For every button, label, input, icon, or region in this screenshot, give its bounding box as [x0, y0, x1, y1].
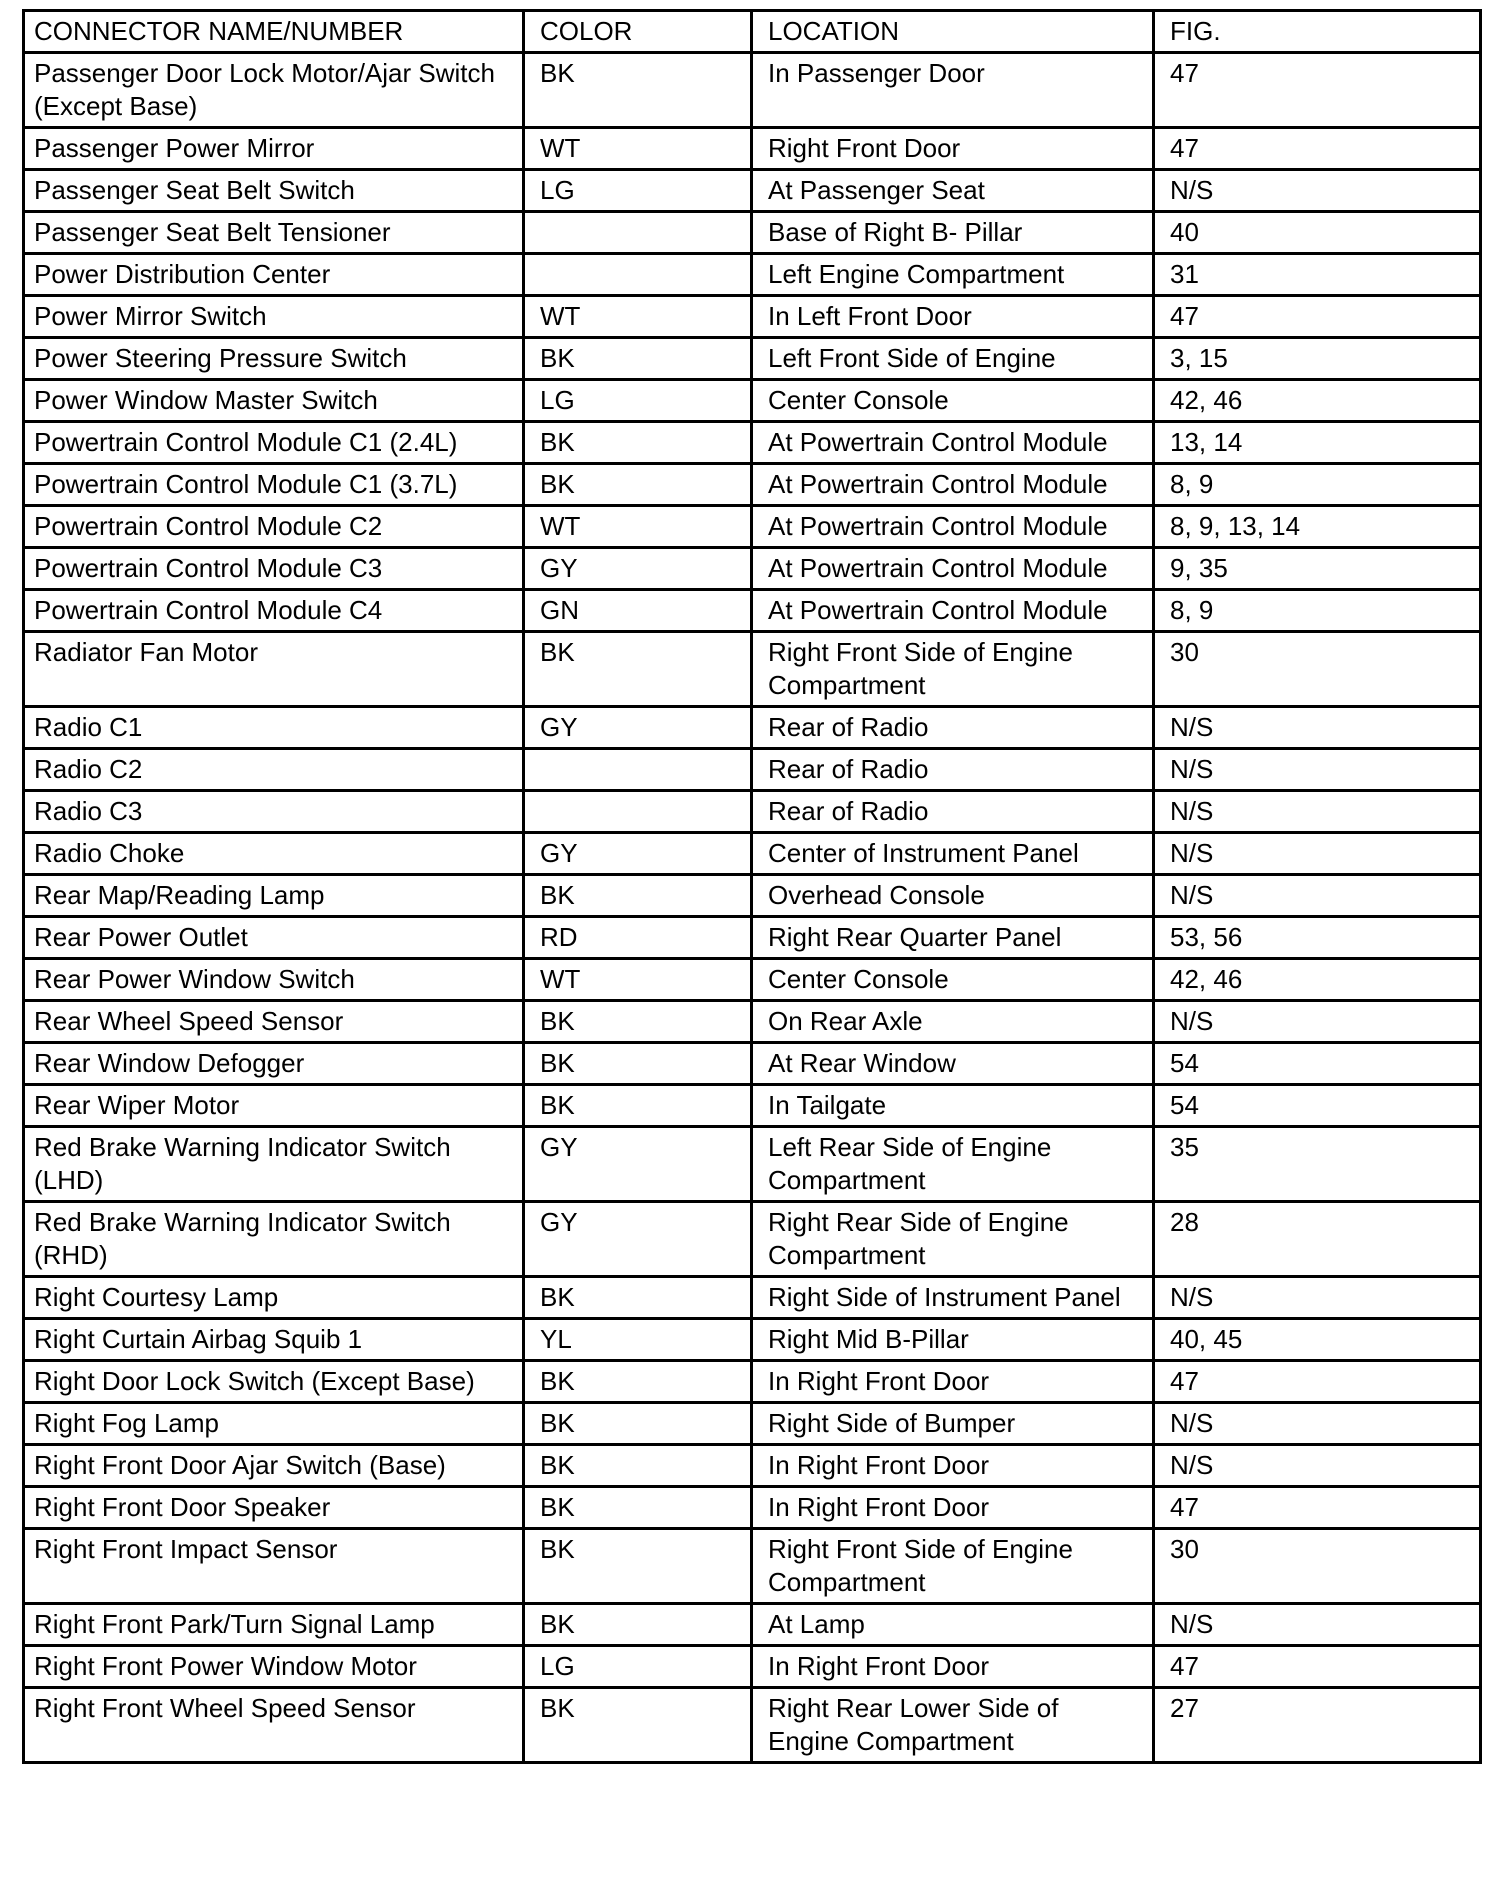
fig-cell: 40, 45: [1154, 1319, 1481, 1361]
location-cell: In Right Front Door: [752, 1361, 1154, 1403]
header-fig: FIG.: [1154, 11, 1481, 53]
color-cell: BK: [524, 338, 752, 380]
location-cell: Left Rear Side of Engine Compartment: [752, 1127, 1154, 1202]
table-row: [24, 212, 1481, 254]
color-cell: BK: [524, 1043, 752, 1085]
color-cell: LG: [524, 380, 752, 422]
fig-cell: N/S: [1154, 707, 1481, 749]
color-cell: BK: [524, 1487, 752, 1529]
color-cell: [524, 254, 752, 296]
table-row: [24, 833, 1481, 875]
location-cell: At Rear Window: [752, 1043, 1154, 1085]
fig-cell: N/S: [1154, 875, 1481, 917]
table-row: [24, 506, 1481, 548]
color-cell: [524, 212, 752, 254]
fig-cell: 53, 56: [1154, 917, 1481, 959]
location-cell: Right Rear Side of Engine Compartment: [752, 1202, 1154, 1277]
connector-name-cell: Radio C3: [24, 791, 524, 833]
location-cell: In Right Front Door: [752, 1646, 1154, 1688]
fig-cell: N/S: [1154, 170, 1481, 212]
connector-name-cell: Right Front Door Ajar Switch (Base): [24, 1445, 524, 1487]
location-cell: Right Front Side of Engine Compartment: [752, 1529, 1154, 1604]
color-cell: BK: [524, 1688, 752, 1763]
table-row: [24, 1646, 1481, 1688]
color-cell: WT: [524, 296, 752, 338]
color-cell: GN: [524, 590, 752, 632]
color-cell: GY: [524, 707, 752, 749]
color-cell: GY: [524, 833, 752, 875]
fig-cell: N/S: [1154, 1277, 1481, 1319]
connector-name-cell: Passenger Seat Belt Tensioner: [24, 212, 524, 254]
connector-name-cell: Radiator Fan Motor: [24, 632, 524, 707]
header-row: [24, 11, 1481, 53]
location-cell: At Powertrain Control Module: [752, 548, 1154, 590]
table-row: [24, 1688, 1481, 1763]
fig-cell: 54: [1154, 1085, 1481, 1127]
table-row: [24, 959, 1481, 1001]
table-row: [24, 875, 1481, 917]
fig-cell: 54: [1154, 1043, 1481, 1085]
table-row: [24, 548, 1481, 590]
connector-name-cell: Powertrain Control Module C1 (3.7L): [24, 464, 524, 506]
connector-name-cell: Rear Window Defogger: [24, 1043, 524, 1085]
fig-cell: 42, 46: [1154, 959, 1481, 1001]
location-cell: Left Engine Compartment: [752, 254, 1154, 296]
color-cell: BK: [524, 464, 752, 506]
table-row: [24, 1403, 1481, 1445]
location-cell: In Left Front Door: [752, 296, 1154, 338]
connector-name-cell: Right Fog Lamp: [24, 1403, 524, 1445]
connector-name-cell: Power Mirror Switch: [24, 296, 524, 338]
table-row: [24, 128, 1481, 170]
location-cell: Center Console: [752, 959, 1154, 1001]
fig-cell: 30: [1154, 1529, 1481, 1604]
table-body: [24, 53, 1481, 1763]
color-cell: LG: [524, 170, 752, 212]
fig-cell: 3, 15: [1154, 338, 1481, 380]
fig-cell: N/S: [1154, 749, 1481, 791]
color-cell: BK: [524, 1001, 752, 1043]
color-cell: BK: [524, 1403, 752, 1445]
table-row: [24, 917, 1481, 959]
table-row: [24, 1529, 1481, 1604]
connector-name-cell: Power Distribution Center: [24, 254, 524, 296]
table-row: [24, 1487, 1481, 1529]
color-cell: GY: [524, 1202, 752, 1277]
location-cell: Right Side of Bumper: [752, 1403, 1154, 1445]
table-row: [24, 464, 1481, 506]
color-cell: WT: [524, 506, 752, 548]
connector-name-cell: Power Steering Pressure Switch: [24, 338, 524, 380]
table-row: [24, 1319, 1481, 1361]
connector-name-cell: Right Front Power Window Motor: [24, 1646, 524, 1688]
location-cell: In Passenger Door: [752, 53, 1154, 128]
fig-cell: 9, 35: [1154, 548, 1481, 590]
fig-cell: 8, 9, 13, 14: [1154, 506, 1481, 548]
table-row: [24, 170, 1481, 212]
table-row: [24, 254, 1481, 296]
location-cell: Rear of Radio: [752, 707, 1154, 749]
connector-name-cell: Powertrain Control Module C3: [24, 548, 524, 590]
location-cell: On Rear Axle: [752, 1001, 1154, 1043]
color-cell: BK: [524, 1085, 752, 1127]
fig-cell: 47: [1154, 1361, 1481, 1403]
connector-name-cell: Passenger Seat Belt Switch: [24, 170, 524, 212]
connector-name-cell: Rear Wheel Speed Sensor: [24, 1001, 524, 1043]
location-cell: In Right Front Door: [752, 1445, 1154, 1487]
location-cell: In Right Front Door: [752, 1487, 1154, 1529]
color-cell: [524, 791, 752, 833]
table-row: [24, 1277, 1481, 1319]
fig-cell: 30: [1154, 632, 1481, 707]
location-cell: At Lamp: [752, 1604, 1154, 1646]
color-cell: BK: [524, 1445, 752, 1487]
connector-name-cell: Right Front Impact Sensor: [24, 1529, 524, 1604]
connector-name-cell: Radio Choke: [24, 833, 524, 875]
table-row: [24, 590, 1481, 632]
connector-name-cell: Rear Wiper Motor: [24, 1085, 524, 1127]
fig-cell: 47: [1154, 1487, 1481, 1529]
connector-name-cell: Right Door Lock Switch (Except Base): [24, 1361, 524, 1403]
connector-name-cell: Red Brake Warning Indicator Switch (LHD): [24, 1127, 524, 1202]
connector-name-cell: Passenger Door Lock Motor/Ajar Switch (Except Base): [24, 53, 524, 128]
fig-cell: N/S: [1154, 1604, 1481, 1646]
location-cell: Right Front Side of Engine Compartment: [752, 632, 1154, 707]
location-cell: At Powertrain Control Module: [752, 464, 1154, 506]
location-cell: Left Front Side of Engine: [752, 338, 1154, 380]
location-cell: Base of Right B- Pillar: [752, 212, 1154, 254]
fig-cell: 27: [1154, 1688, 1481, 1763]
connector-name-cell: Powertrain Control Module C2: [24, 506, 524, 548]
table-row: [24, 53, 1481, 128]
connector-name-cell: Rear Power Window Switch: [24, 959, 524, 1001]
fig-cell: 42, 46: [1154, 380, 1481, 422]
location-cell: At Powertrain Control Module: [752, 506, 1154, 548]
fig-cell: N/S: [1154, 1403, 1481, 1445]
fig-cell: 8, 9: [1154, 590, 1481, 632]
table-row: [24, 380, 1481, 422]
color-cell: LG: [524, 1646, 752, 1688]
fig-cell: 13, 14: [1154, 422, 1481, 464]
connector-name-cell: Radio C2: [24, 749, 524, 791]
connector-table: [22, 9, 1482, 1764]
connector-name-cell: Right Courtesy Lamp: [24, 1277, 524, 1319]
table-row: [24, 338, 1481, 380]
location-cell: Right Front Door: [752, 128, 1154, 170]
table-row: [24, 749, 1481, 791]
fig-cell: 47: [1154, 1646, 1481, 1688]
table-row: [24, 707, 1481, 749]
color-cell: BK: [524, 1361, 752, 1403]
header-connector-name: CONNECTOR NAME/NUMBER: [24, 11, 524, 53]
location-cell: At Passenger Seat: [752, 170, 1154, 212]
fig-cell: 40: [1154, 212, 1481, 254]
connector-name-cell: Red Brake Warning Indicator Switch (RHD): [24, 1202, 524, 1277]
connector-name-cell: Right Front Wheel Speed Sensor: [24, 1688, 524, 1763]
color-cell: BK: [524, 53, 752, 128]
table-row: [24, 1085, 1481, 1127]
table-row: [24, 1445, 1481, 1487]
location-cell: Overhead Console: [752, 875, 1154, 917]
table-row: [24, 1127, 1481, 1202]
fig-cell: 47: [1154, 296, 1481, 338]
location-cell: At Powertrain Control Module: [752, 422, 1154, 464]
location-cell: Rear of Radio: [752, 791, 1154, 833]
location-cell: Center Console: [752, 380, 1154, 422]
fig-cell: 31: [1154, 254, 1481, 296]
fig-cell: 8, 9: [1154, 464, 1481, 506]
connector-name-cell: Passenger Power Mirror: [24, 128, 524, 170]
table-row: [24, 1043, 1481, 1085]
color-cell: WT: [524, 959, 752, 1001]
color-cell: YL: [524, 1319, 752, 1361]
fig-cell: N/S: [1154, 791, 1481, 833]
table-row: [24, 791, 1481, 833]
color-cell: RD: [524, 917, 752, 959]
color-cell: BK: [524, 632, 752, 707]
fig-cell: 35: [1154, 1127, 1481, 1202]
location-cell: Center of Instrument Panel: [752, 833, 1154, 875]
connector-name-cell: Rear Map/Reading Lamp: [24, 875, 524, 917]
location-cell: In Tailgate: [752, 1085, 1154, 1127]
connector-name-cell: Radio C1: [24, 707, 524, 749]
connector-name-cell: Right Front Door Speaker: [24, 1487, 524, 1529]
fig-cell: N/S: [1154, 1001, 1481, 1043]
location-cell: Rear of Radio: [752, 749, 1154, 791]
connector-name-cell: Powertrain Control Module C4: [24, 590, 524, 632]
table-row: [24, 1361, 1481, 1403]
fig-cell: N/S: [1154, 1445, 1481, 1487]
header-location: LOCATION: [752, 11, 1154, 53]
table-row: [24, 1202, 1481, 1277]
fig-cell: 28: [1154, 1202, 1481, 1277]
location-cell: Right Side of Instrument Panel: [752, 1277, 1154, 1319]
color-cell: BK: [524, 875, 752, 917]
color-cell: [524, 749, 752, 791]
connector-name-cell: Right Curtain Airbag Squib 1: [24, 1319, 524, 1361]
location-cell: Right Rear Lower Side of Engine Compartment: [752, 1688, 1154, 1763]
location-cell: At Powertrain Control Module: [752, 590, 1154, 632]
table-row: [24, 422, 1481, 464]
location-cell: Right Rear Quarter Panel: [752, 917, 1154, 959]
fig-cell: 47: [1154, 128, 1481, 170]
table-row: [24, 1604, 1481, 1646]
color-cell: BK: [524, 1277, 752, 1319]
table-row: [24, 296, 1481, 338]
color-cell: WT: [524, 128, 752, 170]
color-cell: GY: [524, 1127, 752, 1202]
connector-name-cell: Powertrain Control Module C1 (2.4L): [24, 422, 524, 464]
connector-name-cell: Power Window Master Switch: [24, 380, 524, 422]
table-row: [24, 1001, 1481, 1043]
table-row: [24, 632, 1481, 707]
connector-name-cell: Right Front Park/Turn Signal Lamp: [24, 1604, 524, 1646]
fig-cell: N/S: [1154, 833, 1481, 875]
location-cell: Right Mid B-Pillar: [752, 1319, 1154, 1361]
connector-name-cell: Rear Power Outlet: [24, 917, 524, 959]
fig-cell: 47: [1154, 53, 1481, 128]
color-cell: BK: [524, 422, 752, 464]
header-color: COLOR: [524, 11, 752, 53]
color-cell: BK: [524, 1604, 752, 1646]
color-cell: BK: [524, 1529, 752, 1604]
color-cell: GY: [524, 548, 752, 590]
